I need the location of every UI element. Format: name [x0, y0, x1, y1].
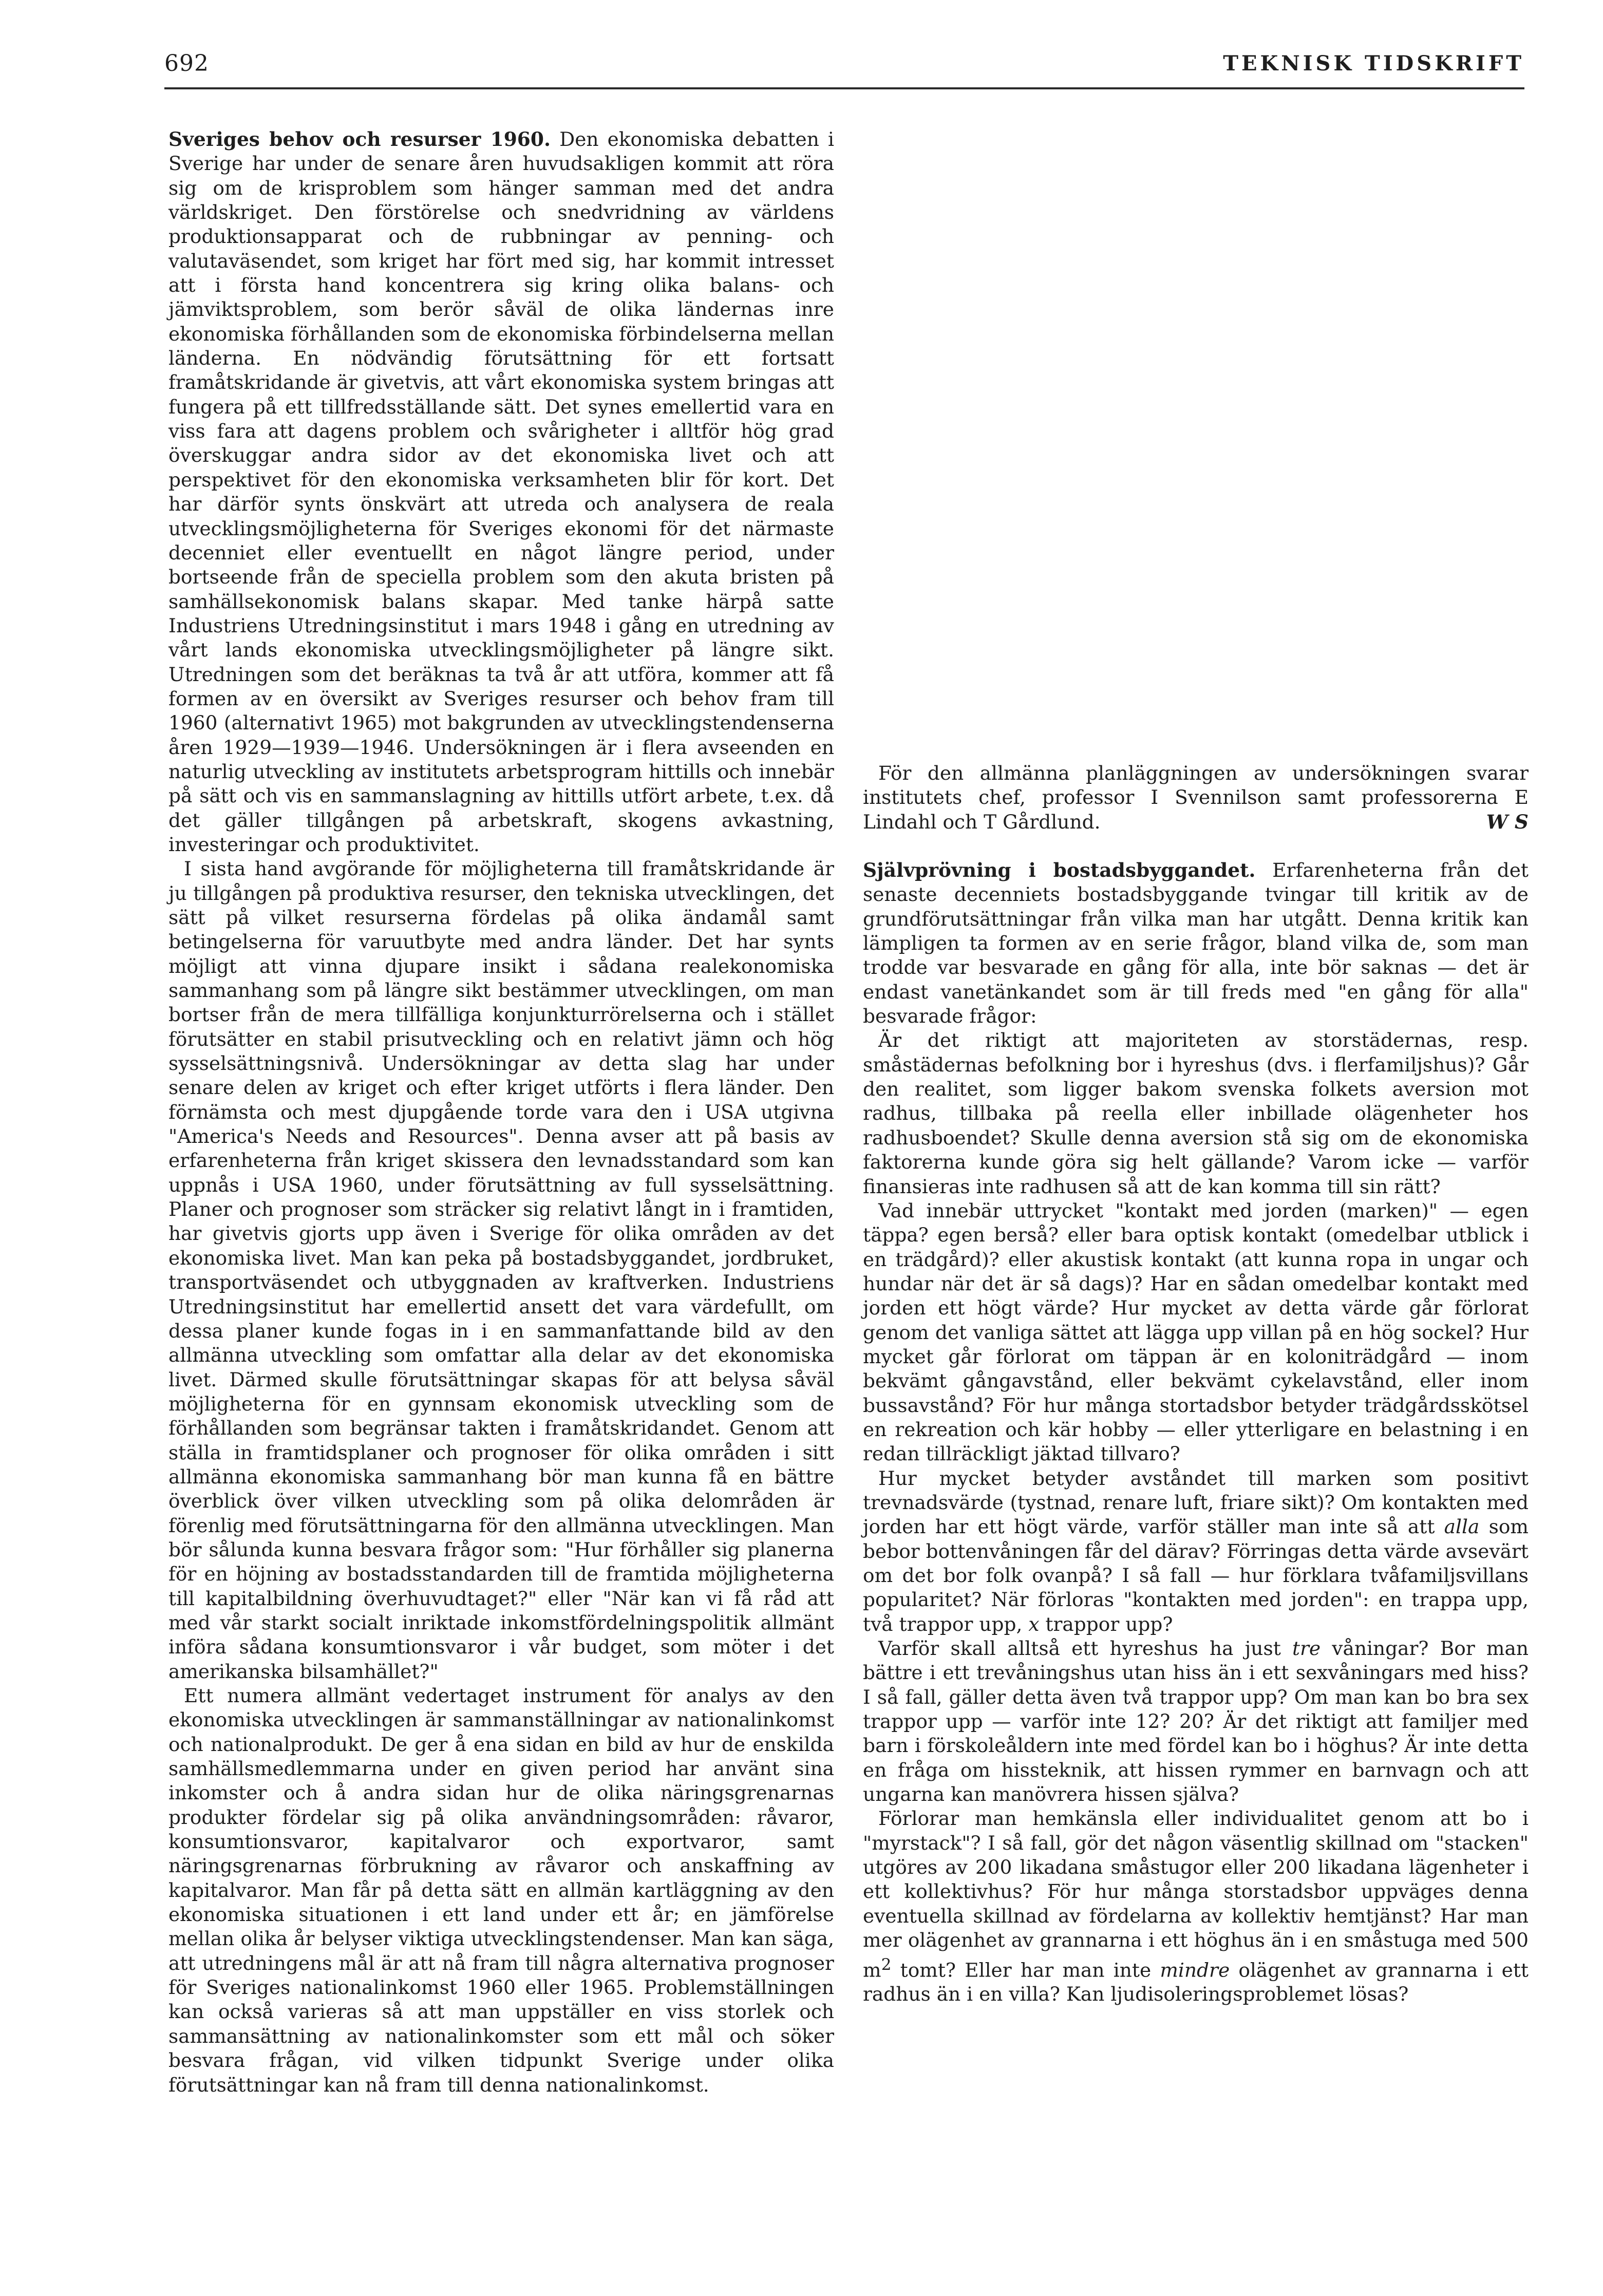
article2-paragraph-2: Är det riktigt att majoriteten av storstädernas, resp. småstädernas befolkning bor i hyreshus (dvs. i flerfamiljshus)? Går den realitet, som ligger bakom svenska folkets aversion mot radhus, tillbaka på reella eller inbillade olägenheter hos radhusboendet? Skulle denna aversion stå sig om de ekonomiska faktorerna kunde göra sig helt gällande? Varom icke — varför finansieras inte radhusen så att de kan komma till sin rätt?: [863, 1029, 1529, 1198]
article2-p6-text-a: Förlorar man hemkänsla eller individualitet genom att bo i "myrstack"? I så fall, gör det någon väsentlig skillnad om "stacken" utgöres av 200 likadana småstugor eller 200 likadana lägenheter i ett kollektivhus? För hur många storstadsbor uppväges denna eventuella skillnad av fördelarna av kollektiv hemtjänst? Har man mer olägenhet av grannarna i ett höghus än i en småstuga med 500 m: [863, 1807, 1529, 1981]
article2-p4-text-c: trappor upp?: [1039, 1612, 1173, 1635]
column-right-continuation-space: [863, 127, 1529, 761]
article2-paragraph-3: Vad innebär uttrycket "kontakt med jorden (marken)" — egen täppa? egen berså? eller bara optisk kontakt (omedelbar utblick i en trädgård)? eller akustisk kontakt (att kunna ropa in ungar och hundar när det är så dags)? Har en sådan omedelbar kontakt med jorden ett högt värde? Hur mycket av detta värde går förlorat genom det vanliga sättet att lägga upp villan på en hög sockel? Hur mycket går förlorat om täppan är en koloniträdgård — inom bekvämt gångavstånd, eller bekvämt cykelavstånd, eller inom bussavstånd? För hur många stortadsbor betyder trädgårdsskötsel en rekreation och kär hobby — eller ytterligare en belastning i en redan tillräckligt jäktad tillvaro?: [863, 1199, 1529, 1465]
header-rule: [164, 87, 1524, 89]
article2-p5-text-b: våningar? Bor man bättre i ett trevåningshus utan hiss än i ett sexvåningars med hiss? I så fall, gäller detta även två trappor upp? Om man kan bo bra sex trappor upp — varför inte 12? 20? Är det riktigt att familjer med barn i förskoleåldern inte med fördel kan bo i höghus? Är inte detta en fråga om hissteknik, att hissen rymmer en barnvagn och att ungarna kan manövrera hissen själva?: [863, 1637, 1529, 1806]
article2-paragraph-1: [863, 858, 1529, 1028]
article1-paragraph-3: Ett numera allmänt vedertaget instrument för analys av den ekonomiska utvecklingen är sammanställningar av nationalinkomst och nationalprodukt. De ger å ena sidan en bild av hur de enskilda samhällsmedlemmarna under en given period har använt sina inkomster och å andra sidan hur de olika näringsgrenarnas produkter fördelar sig på olika användningsområden: råvaror, konsumtionsvaror, kapitalvaror och exportvaror, samt näringsgrenarnas förbrukning av råvaror och anskaffning av kapitalvaror. Man får på detta sätt en allmän kartläggning av den ekonomiska situationen i ett land under ett år; en jämförelse mellan olika år belyser viktiga utvecklingstendenser. Man kan säga, att utredningens mål är att nå fram till några alternativa prognoser för Sveriges nationalinkomst 1960 eller 1965. Problemställningen kan också varieras så att man uppställer en viss storlek och sammansättning av nationalinkomster som ett mål och söker besvara frågan, vid vilken tidpunkt Sverige under olika förutsättningar kan nå fram till denna nationalinkomst.: [168, 1684, 834, 2096]
article2-p4-variable: x: [1028, 1612, 1040, 1635]
article1-paragraph-1: [168, 127, 834, 857]
article1-p1-text: Den ekonomiska debatten i Sverige har under de senare åren huvudsakligen kommit att röra sig om de krisproblem som hänger samman med det andra världskriget. Den förstörelse och snedvridning av världens produktionsapparat och de rubbningar av penning- och valutaväsendet, som kriget har fört med sig, har kommit intresset att i första hand koncentrera sig kring olika balans- och jämviktsproblem, som berör såväl de olika ländernas inre ekonomiska förhållanden som de ekonomiska förbindelserna mellan länderna. En nödvändig förutsättning för ett fortsatt framåtskridande är givetvis, att vårt ekonomiska system bringas att fungera på ett tillfredsställande sätt. Det synes emellertid vara en viss fara att dagens problem och svårigheter i alltför hög grad överskuggar andra sidor av det ekonomiska livet och att perspektivet för den ekonomiska verksamheten blir för kort. Det har därför synts önskvärt att utreda och analysera de reala utvecklingsmöjligheterna för Sveriges ekonomi för det närmaste decenniet eller eventuellt en något längre period, under bortseende från de speciella problem som den akuta bristen på samhällsekonomisk balans skapar. Med tanke härpå satte Industriens Utredningsinstitut i mars 1948 i gång en utredning av vårt lands ekonomiska utvecklingsmöjligheter på längre sikt. Utredningen som det beräknas ta två år att utföra, kommer att få formen av en översikt av Sveriges resurser och behov fram till 1960 (alternativt 1965) mot bakgrunden av utvecklingstendenserna åren 1929—1939—1946. Undersökningen är i flera avseenden en naturlig utveckling av institutets arbetsprogram hittills och innebär på sätt och vis en sammanslagning av hittills utfört arbete, t.ex. då det gäller tillgången på arbetskraft, skogens avkastning, investeringar och produktivitet.: [168, 128, 834, 856]
page-number: 692: [164, 50, 209, 77]
article2-paragraph-5: [863, 1636, 1529, 1806]
article2-p6-superscript: 2: [881, 1955, 892, 1974]
article2-p6-text-b: tomt? Eller har man inte: [891, 1959, 1160, 1981]
article2-p6-emphasis: mindre: [1160, 1959, 1230, 1981]
article2-paragraph-6: [863, 1806, 1529, 2006]
article2-p6-text-c: olägenhet av grannarna i ett radhus än i en villa? Kan ljudisoleringsproblemet lösas?: [863, 1959, 1529, 2006]
article1-paragraph-2: I sista hand avgörande för möjligheterna till framåtskridande är ju tillgången på produktiva resurser, den tekniska utvecklingen, det sätt på vilket resurserna fördelas på olika ändamål samt betingelserna för varuutbyte med andra länder. Det har synts möjligt att vinna djupare insikt i sådana realekonomiska sammanhang som på längre sikt bestämmer utvecklingen, om man bortser från de mera tillfälliga konjunkturrörelserna och i stället förutsätter en stabil prisutveckling och en relativt jämn och hög sysselsättningsnivå. Undersökningar av detta slag har under senare delen av kriget och efter kriget utförts i flera länder. Den förnämsta och mest djupgående torde vara den i USA utgivna "America's Needs and Resources". Denna avser att på basis av erfarenheterna från kriget skissera den levnadsstandard som kan uppnås i USA 1960, under förutsättning av full sysselsättning. Planer och prognoser som sträcker sig relativt långt in i framtiden, har givetvis gjorts upp även i Sverige för olika områden av det ekonomiska livet. Man kan peka på bostadsbyggandet, jordbruket, transportväsendet och utbyggnaden av kraftverken. Industriens Utredningsinstitut har emellertid ansett det vara värdefullt, om dessa planer kunde fogas in i en sammanfattande bild av den allmänna utveckling som omfattar alla delar av det ekonomiska livet. Därmed skulle förutsättningar skapas för att belysa såväl möjligheterna för en gynnsam ekonomisk utveckling som de förhållanden som begränsar takten i framåtskridandet. Genom att ställa in framtidsplaner och prognoser för olika områden i sitt allmänna ekonomiska sammanhang bör man kunna få en bättre överblick över vilken utveckling som på olika delområden är förenlig med förutsättningarna för den allmänna utvecklingen. Man bör sålunda kunna besvara frågor som: "Hur förhåller sig planerna för en höjning av bostadsstandarden till de framtida möjligheterna till kapitalbildning överhuvudtaget?" eller "När kan vi få råd att med vår starkt socialt inriktade inkomstfördelningspolitik allmänt införa sådana konsumtionsvaror i vår budget, som möter i det amerikanska bilsamhället?": [168, 857, 834, 1683]
column-right: [863, 127, 1529, 2007]
article1-heading: Sveriges behov och resurser 1960.: [168, 128, 551, 150]
article-gap: [863, 834, 1529, 858]
article1-signature: W S: [1486, 810, 1529, 833]
article2-p4-text-a: Hur mycket betyder avståndet till marken som positivt trevnadsvärde (tystnad, renare luft, friare sikt)? Om kontakten med jorden har ett högt värde, varför ställer man inte så att: [863, 1466, 1529, 1538]
article1-paragraph-4: [863, 761, 1529, 834]
article2-p5-emphasis: tre: [1292, 1637, 1321, 1660]
article2-heading: Självprövning i bostadsbyggandet.: [863, 859, 1256, 882]
page-header: [164, 50, 1524, 86]
article2-p5-text-a: Varför skall alltså ett hyreshus ha just: [878, 1637, 1292, 1660]
article2-paragraph-4: [863, 1466, 1529, 1636]
column-left: [168, 127, 834, 2097]
article2-p4-emphasis: alla: [1444, 1515, 1480, 1538]
article2-p1-text: Erfarenheterna från det senaste decenniets bostadsbyggande tvingar till kritik av de grundförutsättningar från vilka man har utgått. Denna kritik kan lämpligen ta formen av en serie frågor, bland vilka de, som man trodde var besvarade en gång för alla, inte bör saknas — det är endast vanetänkandet som är till freds med "en gång för alla" besvarade frågor:: [863, 859, 1529, 1028]
journal-title: TEKNISK TIDSKRIFT: [1223, 51, 1524, 76]
article2-p4-text-b: som bebor bottenvåningen får del därav? Förringas detta värde avsevärt om det bor folk ovanpå? I så fall — hur förklara tvåfamiljsvillans popularitet? När förloras "kontakten med jorden": en trappa upp, två trappor upp,: [863, 1515, 1529, 1635]
article1-p4-text: För den allmänna planläggningen av undersökningen svarar institutets chef, professor I Svennilson samt professorerna E Lindahl och T Gårdlund.: [863, 762, 1529, 833]
